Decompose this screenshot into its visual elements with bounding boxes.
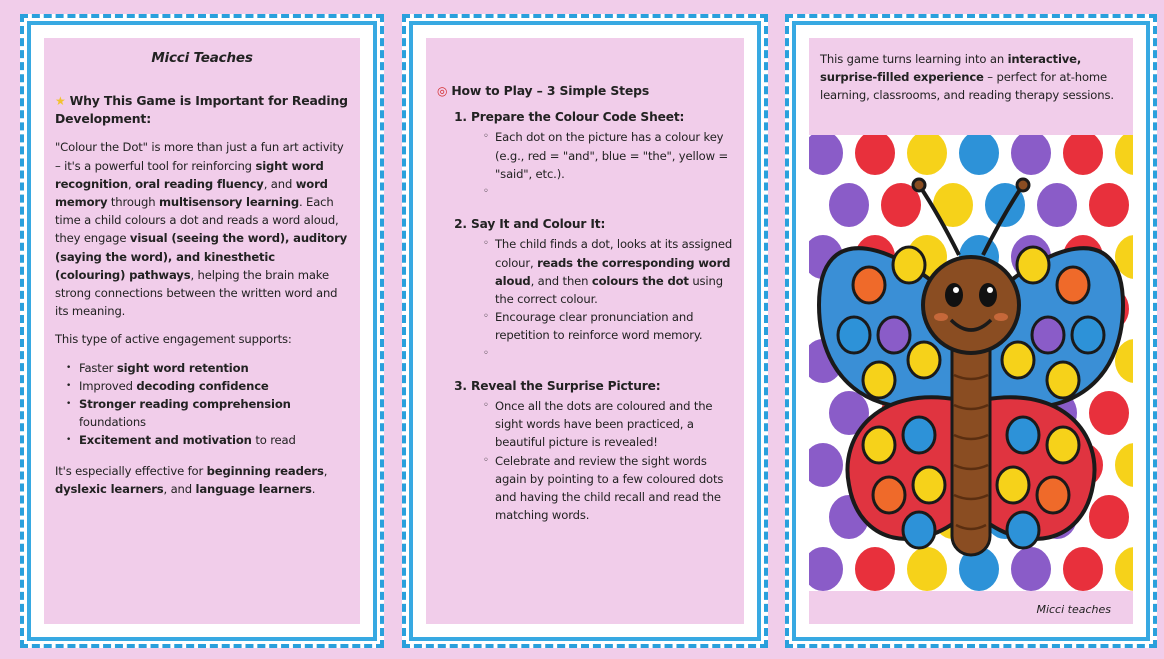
sub-item: ◦ Each dot on the picture has a colour key (e.g., red = "and", blue = "the", yellow = "said", etc.). <box>495 128 733 183</box>
sub-item: ◦ The child finds a dot, looks at its assigned colour, reads the corresponding word aloud, and then colours the dot using the correct colour. <box>495 235 733 308</box>
butterfly-icon <box>809 135 1133 591</box>
sub-item: ◦ Encourage clear pronunciation and repetition to reinforce word memory. <box>495 308 733 344</box>
list-item: • Excitement and motivation to read <box>79 431 349 449</box>
info-card-why <box>20 14 384 648</box>
signature: Micci teaches <box>1036 603 1111 616</box>
sub-item <box>495 183 733 201</box>
sub-item: ◦ Celebrate and review the sight words again by pointing to a few coloured dots and having the child recall and read the matching words. <box>495 452 733 525</box>
butterfly-illustration <box>809 135 1133 591</box>
step-item: 3. Reveal the Surprise Picture: ◦ Once all the dots are coloured and the sight words have been practiced, a beautiful picture is revealed! ◦ Celebrate and review the sight words again by pointing to a few coloured dots and having the child recall and read the matching words. <box>471 377 733 525</box>
list-item: • Stronger reading comprehension foundations <box>79 395 349 431</box>
steps-list <box>437 108 733 524</box>
sub-item <box>495 345 733 363</box>
benefits-list <box>55 359 349 450</box>
star-icon: ★ <box>55 94 66 108</box>
effective-paragraph: It's especially effective for beginning readers, dyslexic learners, and language learners. <box>55 463 328 496</box>
section-heading: ◎ How to Play – 3 Simple Steps <box>437 83 650 98</box>
target-icon: ◎ <box>437 84 448 98</box>
list-item: • Improved decoding confidence <box>79 377 349 395</box>
info-card-how-to-play <box>402 14 768 648</box>
section-heading: ★ Why This Game is Important for Reading Development: <box>55 93 348 127</box>
step-item: 1. Prepare the Colour Code Sheet: ◦ Each dot on the picture has a colour key (e.g., red = "and", blue = "the", yellow = "said", etc.). ◦ <box>471 108 733 201</box>
card-body <box>426 38 744 624</box>
step-item: 2. Say It and Colour It: ◦ The child finds a dot, looks at its assigned colour, reads the corresponding word aloud, and then colours the dot using the correct colour. ◦ Encourage clear pronunciation and repetition to reinforce word memory. ◦ <box>471 215 733 363</box>
card-body <box>44 38 360 624</box>
card-body <box>809 38 1133 624</box>
sub-item: ◦ Once all the dots are coloured and the sight words have been practiced, a beautiful picture is revealed! <box>495 397 733 452</box>
list-item: • Faster sight word retention <box>79 359 349 377</box>
supports-lead: This type of active engagement supports: <box>55 332 292 347</box>
intro-paragraph: This game turns learning into an interactive, surprise-filled experience – perfect for at-home learning, classrooms, and reading therapy sessions. <box>820 52 1114 103</box>
intro-paragraph: "Colour the Dot" is more than just a fun art activity – it's a powerful tool for reinforcing sight word recognition, oral reading fluency, and word memory through multisensory learning. Each time a child colours a dot and reads a word aloud, they engage visual (seeing the word), auditory (saying the word), and kinesthetic (colouring) pathways, helping the brain make strong connections between the written word and its meaning. <box>55 140 348 319</box>
info-card-picture <box>785 14 1157 648</box>
brand-title: Micci Teaches <box>151 50 253 66</box>
